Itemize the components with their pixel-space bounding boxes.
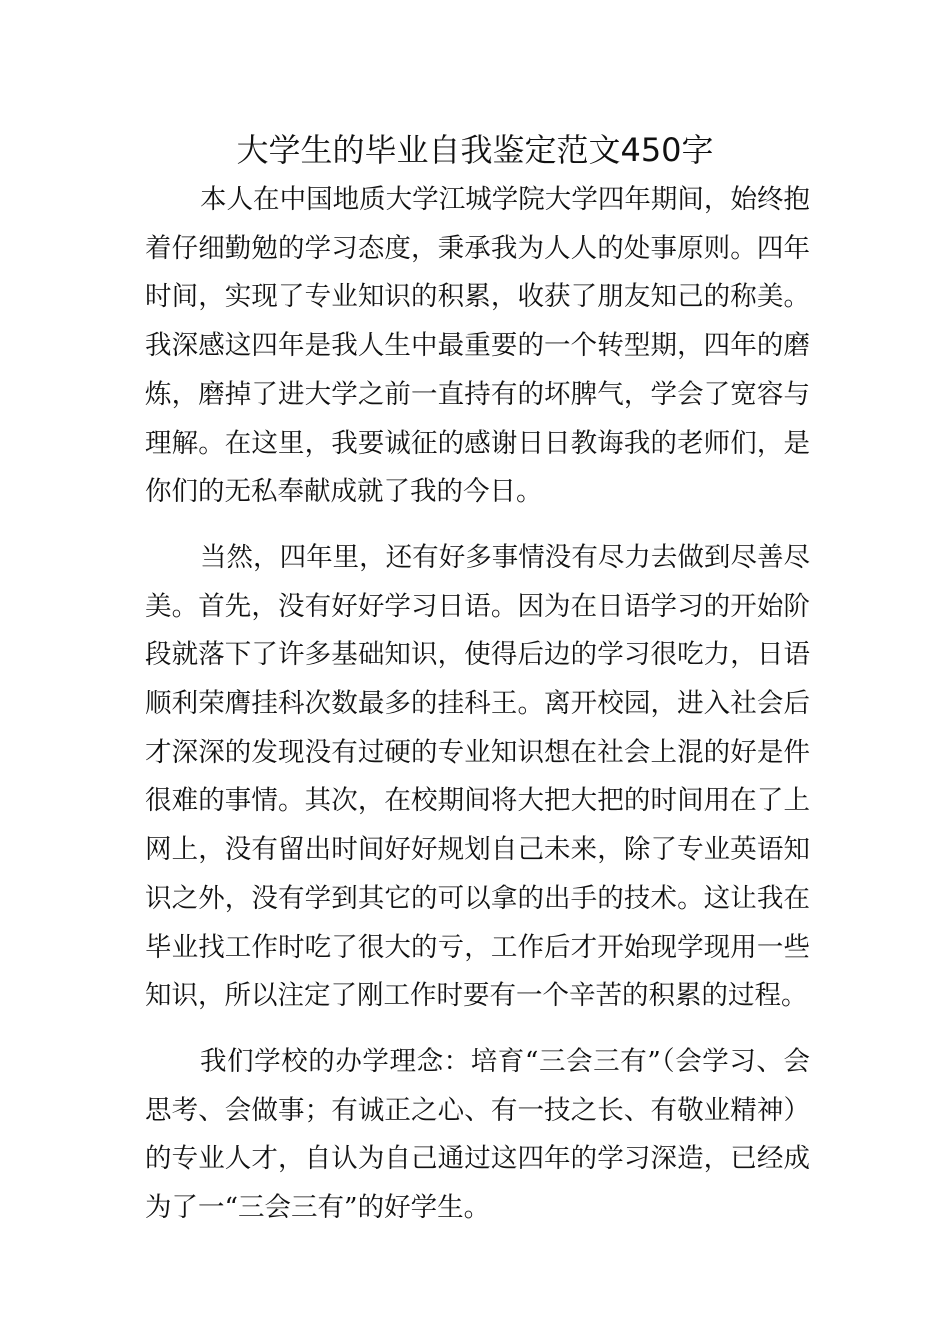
document-title: 大学生的毕业自我鉴定范文450字 xyxy=(236,131,714,169)
paragraph-3: 我们学校的办学理念：培育“三会三有”（会学习、会思考、会做事；有诚正之心、有一技之长、有敬业精神）的专业人才，自认为自己通过这四年的学习深造，已经成为了一“三会三有”的好学生。 xyxy=(145,1045,810,1224)
paragraph-1: 本人在中国地质大学江城学院大学四年期间，始终抱着仔细勤勉的学习态度，秉承我为人人的处事原则。四年时间，实现了专业知识的积累，收获了朋友知己的称美。我深感这四年是我人生中最重要的一个转型期，四年的磨炼，磨掉了进大学之前一直持有的坏脾气，学会了宽容与理解。在这里，我要诚征的感谢日日教诲我的老师们，是你们的无私奉献成就了我的今日。 xyxy=(145,184,810,508)
document-body xyxy=(145,176,810,1233)
paragraph-2: 当然，四年里，还有好多事情没有尽力去做到尽善尽美。首先，没有好好学习日语。因为在日语学习的开始阶段就落下了许多基础知识，使得后边的学习很吃力，日语顺利荣膺挂科次数最多的挂科王。离开校园，进入社会后才深深的发现没有过硬的专业知识想在社会上混的好是件很难的事情。其次，在校期间将大把大把的时间用在了上网上，没有留出时间好好规划自己未来，除了专业英语知识之外，没有学到其它的可以拿的出手的技术。这让我在毕业找工作时吃了很大的亏，工作后才开始现学现用一些知识，所以注定了刚工作时要有一个辛苦的积累的过程。 xyxy=(145,541,810,1012)
